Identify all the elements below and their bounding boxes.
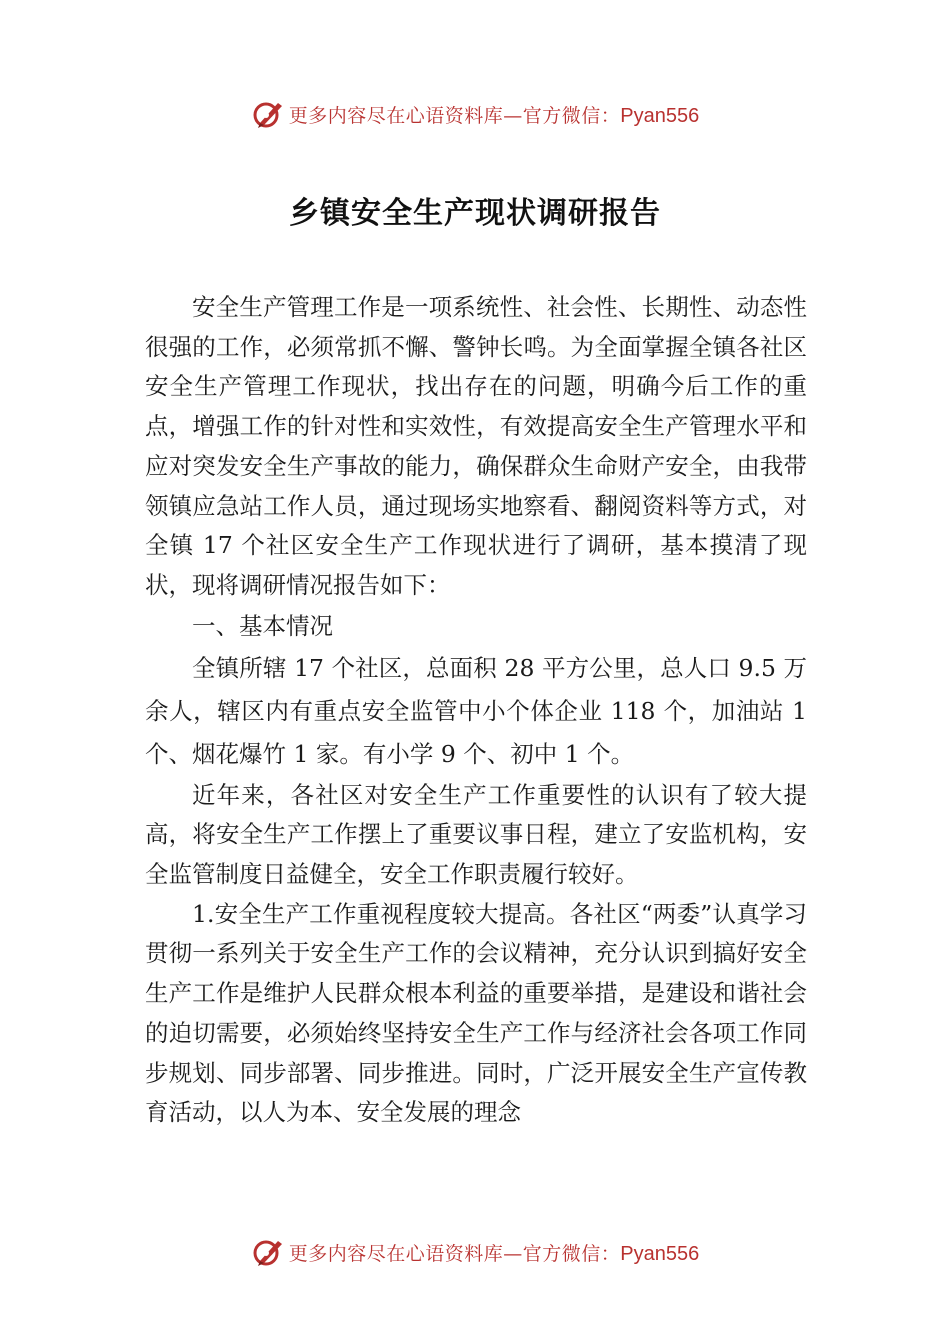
paragraph-recent-years: 近年来，各社区对安全生产工作重要性的认识有了较大提高，将安全生产工作摆上了重要议事日程，建立了安监机构，安全监管制度日益健全，安全工作职责履行较好。 xyxy=(145,780,807,889)
document-title: 乡镇安全生产现状调研报告 xyxy=(289,196,661,231)
pen-logo-icon xyxy=(251,1235,285,1269)
section-heading-basic: 一、基本情况 xyxy=(192,611,333,640)
paragraph-overview: 全镇所辖 17 个社区，总面积 28 平方公里，总人口 9.5 万余人，辖区内有重点安全监管中小个体企业 118 个，加油站 1 个、烟花爆竹 1 家。有小学 9 个、初中 1 个。 xyxy=(145,653,807,768)
watermark-text: 更多内容尽在心语资料库—官方微信：Pyan556 xyxy=(288,104,700,127)
pen-logo-icon xyxy=(251,97,285,131)
header-watermark-banner xyxy=(0,94,950,134)
wechat-id: Pyan556 xyxy=(620,104,700,127)
paragraph-point-1: 1.安全生产工作重视程度较大提高。各社区“两委”认真学习贯彻一系列关于安全生产工作的会议精神，充分认识到搞好安全生产工作是维护人民群众根本利益的重要举措，是建设和谐社会的迫切需要，必须始终坚持安全生产工作与经济社会各项工作同步规划、同步部署、同步推进。同时，广泛开展安全生产宣传教育活动，以人为本、安全发展的理念 xyxy=(145,899,807,1127)
wechat-id: Pyan556 xyxy=(620,1242,700,1265)
paragraph-intro: 安全生产管理工作是一项系统性、社会性、长期性、动态性很强的工作，必须常抓不懈、警钟长鸣。为全面掌握全镇各社区安全生产管理工作现状，找出存在的问题，明确今后工作的重点，增强工作的针对性和实效性，有效提高安全生产管理水平和应对突发安全生产事故的能力，确保群众生命财产安全，由我带领镇应急站工作人员，通过现场实地察看、翻阅资料等方式，对全镇 17 个社区安全生产工作现状进行了调研，基本摸清了现状，现将调研情况报告如下： xyxy=(145,293,807,599)
document-body xyxy=(145,288,807,1133)
footer-watermark-banner xyxy=(0,1232,950,1272)
watermark-text: 更多内容尽在心语资料库—官方微信：Pyan556 xyxy=(288,1242,700,1265)
